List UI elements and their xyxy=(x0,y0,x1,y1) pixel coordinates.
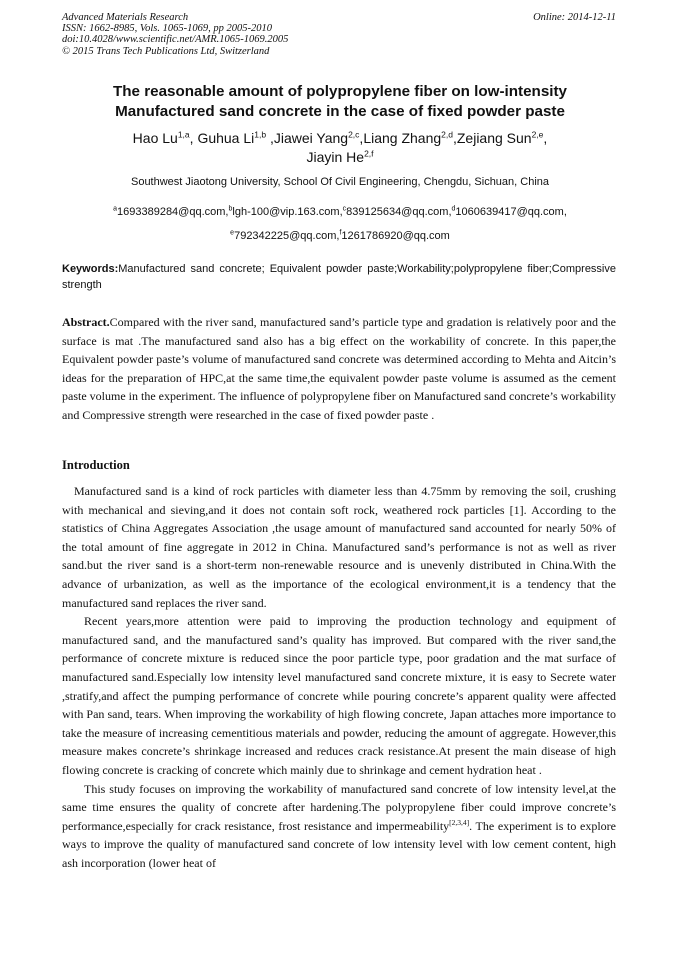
doi-line: doi:10.4028/www.scientific.net/AMR.1065-1069.2005 xyxy=(62,34,289,46)
author-sup: 2,c xyxy=(348,129,360,140)
keywords-text: Manufactured sand concrete; Equivalent powder paste;Workability;polypropylene fiber;Compressive strength xyxy=(62,263,616,291)
author-list: Hao Lu$^{1,a}$, Guhua Li$^{1,b}$ ,Jiawei Yang$^{2,c}$,Liang Zhang$^{2,d}$,Zejiang Sun$^{2,e}$, Jiayin He$^{2,f}$ xyxy=(132,129,548,165)
keywords-label: Keywords: xyxy=(62,263,119,275)
affiliation: Southwest Jiaotong University, School Of Civil Engineering, Chengdu, Sichuan, China xyxy=(130,176,550,188)
email-sup: f xyxy=(339,229,342,237)
paragraph-text: This study focuses on improving the workability of manufactured sand concrete of low intensity level,at the same time ensures the quality of concrete after hardening.The polypropylene fiber could improve concrete’s performance,especially for crack resistance, frost resistance and impermeability xyxy=(62,781,616,833)
author-sup: 2,f xyxy=(364,148,374,159)
author-sup: 2,d xyxy=(441,129,453,140)
copyright-line: © 2015 Trans Tech Publications Ltd, Switzerland xyxy=(62,45,270,57)
paragraph: Recent years,more attention were paid to improving the production technology and equipment of manufactured sand, and the manufactured sand’s quality has improved. But compared with the river sand,the performance of concrete mixture is reduced since the poor particle type, poor gradation and the mat surface of manufactured sand.Especially low intensity level manufactured sand concrete mixture, it is easy to Secrete water ,stratify,and affect the pumping performance of concrete while pouring concrete’s apparent quality were affected with Pan sand, tears. When improving the workability of high flowing concrete, Japan attaches more importance to take the measure of increasing cementitious materials and powder, reducing the amount of aggregate. However,this measure makes concrete’s shrinkage increased and reduces crack resistance.At present the main disease of high flowing concrete is cracking of concrete which mainly due to shrinkage and cement hydration heat . xyxy=(62,614,616,777)
author-name: Jiawei Yang xyxy=(273,130,349,146)
email-sup: b xyxy=(228,205,233,213)
section-heading-introduction: Introduction xyxy=(62,458,130,472)
email-address: 1693389284@qq.com xyxy=(117,206,226,218)
author-name: Zejiang Sun xyxy=(456,130,532,146)
abstract-text: Compared with the river sand, manufactured sand’s particle type and gradation is relatively poor and the surface is mat .The manufactured sand also has a big effect on the workability of concrete. In this paper,the Equivalent powder paste’s volume of manufactured sand concrete was determined according to Mehta and Aitcin’s ideas for the preparation of HPC,at the same time,the equivalent powder paste volume is assumed as the cement paste volume in the experiment. The influence of polypropylene fiber on Manufactured sand concrete’s workability and Compressive strength were researched in the case of fixed powder paste . xyxy=(62,315,616,422)
email-address: 1261786920@qq.com xyxy=(341,230,450,242)
email-address: 839125634@qq.com xyxy=(346,206,449,218)
citation: [2,3,4] xyxy=(449,817,470,827)
email-sup: a xyxy=(113,205,117,213)
email-address: lgh-100@vip.163.com xyxy=(232,206,340,218)
title-line-1: The reasonable amount of polypropylene fiber on low-intensity xyxy=(113,83,567,100)
title-line-2: Manufactured sand concrete in the case of fixed powder paste xyxy=(115,103,565,120)
author-sup: 1,b xyxy=(254,129,267,140)
email-sup: d xyxy=(451,205,456,213)
paragraph: Manufactured sand is a kind of rock particles with diameter less than 4.75mm by removing the soil, crushing with mechanical and sieving,and it does not contain soft rock, weathered rock particles [1]. According to the statistics of China Aggregates Association ,the usage amount of manufactured sand accounted for nearly 50% of the total amount of fine aggregate in 2012 in China. Manufactured sand’s performance is not as well as river sand.but the river sand is a short-term non-renewable resource and is unevenly distributed in China.With the advance of urbanization, as well as the importance of the ecological environment,it is a tendency that the manufactured sand replaces the river sand. xyxy=(62,484,616,610)
paper-title xyxy=(62,82,618,122)
email-address: 792342225@qq.com xyxy=(234,230,337,242)
journal-header xyxy=(62,12,618,57)
online-date: Online: 2014-12-11 xyxy=(533,12,616,23)
email-sup: e xyxy=(230,229,235,237)
issn-line: ISSN: 1662-8985, Vols. 1065-1069, pp 2005-2010 xyxy=(62,23,272,35)
keywords xyxy=(62,262,616,293)
paragraph xyxy=(62,780,616,873)
author-name: Liang Zhang xyxy=(363,130,442,146)
author-name: Hao Lu xyxy=(132,130,178,146)
introduction-body xyxy=(62,482,616,872)
journal-name: Advanced Materials Research xyxy=(62,12,189,23)
email-list: $^a$1693389284@qq.com,$^b$lgh-100@vip.163.com,$^c$839125634@qq.com,$^d$1060639417@qq.com, $^e$792342225@qq.com,$^f$1261786920@qq.com xyxy=(113,205,567,242)
email-address: 1060639417@qq.com xyxy=(455,206,564,218)
author-sup: 1,a xyxy=(177,129,190,140)
author-name: Guhua Li xyxy=(197,130,255,146)
author-sup: 2,e xyxy=(531,129,544,140)
author-name: Jiayin He xyxy=(306,149,365,165)
email-sup: c xyxy=(342,205,347,213)
abstract-label: Abstract. xyxy=(62,315,110,329)
paragraph-text: . The experiment is to explore ways to improve the quality of manufactured sand concrete of low intensity level with low cement content, high ash incorporation (lower heat of xyxy=(62,818,616,870)
abstract xyxy=(62,313,616,425)
